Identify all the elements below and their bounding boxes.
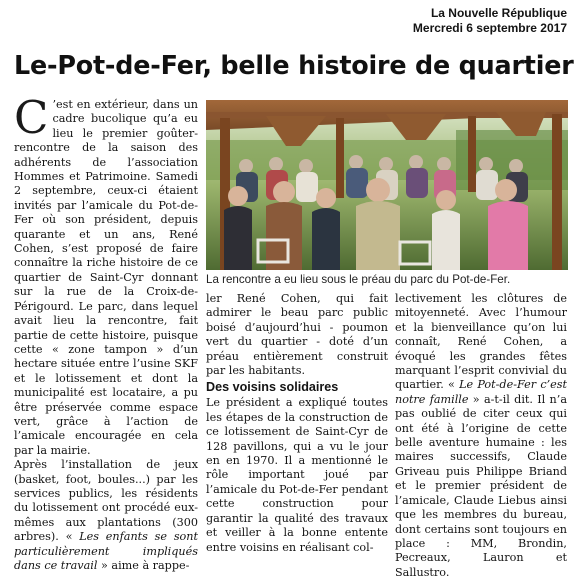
article-paragraph-5: lectivement les clôtures de mitoyenneté. Avec l’humour et la bienveillance qu’on lui connaît, René Cohen, a évoqué les grandes fêtes marquant l’esprit convivial du quartier. « Le Pot-de-Fer c’est notre famille » a-t-il dit. Il n’a pas oublié de citer ceux qui ont été à l’origine de cette belle aventure humaine : les maires successifs, Claude Griveau puis Philippe Briand et le premier président de l’amicale, Claude Liebus ainsi que les membres du bureau, dont certains sont toujours en place : MM, Brondin, Pecreaux, Lauron et Sallustro. [395, 292, 567, 579]
article-column-2 [206, 292, 388, 555]
article-paragraph-2: Après l’installation de jeux (basket, foot, boules...) par les services publics, les résidents du lotissement ont procédé eux-mêmes aux plantations (300 arbres). « Les enfants se sont particulièrement impliqués dans ce travail » aime à rappe- [14, 458, 198, 572]
quote-family: Le Pot-de-Fer c’est notre famille [395, 378, 567, 406]
paragraph-2-text: Après l’installation de jeux (basket, foot, boules...) par les services publics, les résidents du lotissement ont procédé eux-mêmes aux plantations (300 arbres). [14, 458, 198, 544]
drop-cap: C [14, 91, 49, 144]
newspaper-name: La Nouvelle République [430, 6, 567, 20]
paragraph-5-tail: a-t-il dit. Il n’a pas oublié de citer ceux qui ont été à l’origine de cette belle aventure humaine : les maires successifs, Claude Griveau puis Philippe Briand et le premier président de l’amicale, Claude Liebus ainsi que les membres du bureau, dont certains sont toujours en place : MM, Brondin, Pecreaux, Lauron et Sallustro. [395, 392, 567, 579]
paragraph-5-text: lectivement les clôtures de mitoyenneté. Avec l’humour et la bienveillance qu’on lui connaît, René Cohen, a évoqué les grandes fêtes marquant l’esprit convivial du quartier. [395, 292, 567, 392]
publication-date: Mercredi 6 septembre 2017 [412, 21, 567, 35]
photo-caption: La rencontre a eu lieu sous le préau du parc du Pot-de-Fer. [206, 273, 511, 286]
article-column-3 [395, 292, 567, 580]
article-column-1 [14, 91, 198, 573]
paragraph-1-text: ’est en extérieur, dans un cadre bucolique qu’a eu lieu le premier goûter-rencontre de la saison des adhérents de l’association Hommes et Patrimoine. Samedi 2 septembre, ceux-ci étaient invités par l’amicale du Pot-de-Fer où son président, depuis quarante et un ans, René Cohen, s’est proposé de faire connaître la riche histoire de ce quartier de Saint-Cyr donnant sur la rue de la Croix-de-Périgourd. Le parc, dans lequel avait lieu la rencontre, fait partie de cette histoire, puisque cette « zone tampon » d’un hectare située entre l’usine SKF et le lotissement et dont la municipalité est locataire, a pu être préservée comme espace vert, grâce à l’action de l’amicale encouragée en cela par la mairie. [14, 98, 198, 457]
article-paragraph-4: Le président a expliqué toutes les étapes de la construction de ce lotissement de Saint-Cyr de 128 pavillons, qui a vu le jour en en 1970. Il a mentionné le rôle important joué par l’amicale du Pot-de-Fer pendant cette construction pour garantir la qualité des travaux et veiller à la bonne entente entre voisins en réalisant col- [206, 396, 388, 554]
headline: Le-Pot-de-Fer, belle histoire de quartier [14, 50, 574, 80]
article-paragraph-3: ler René Cohen, qui fait admirer le beau parc public boisé d’aujourd’hui - poumon vert du quartier - doté d’un préau entièrement construit par les habitants. [206, 292, 388, 378]
quote-children: Les enfants se sont particulièrement impliqués dans ce travail [14, 530, 198, 572]
masthead [413, 6, 567, 36]
subheading: Des voisins solidaires [206, 380, 339, 395]
paragraph-2-tail: aime à rappe- [111, 559, 190, 572]
article-paragraph-1 [14, 91, 198, 458]
article-photo [206, 100, 568, 270]
photo-audience-under-shelter [206, 100, 568, 270]
